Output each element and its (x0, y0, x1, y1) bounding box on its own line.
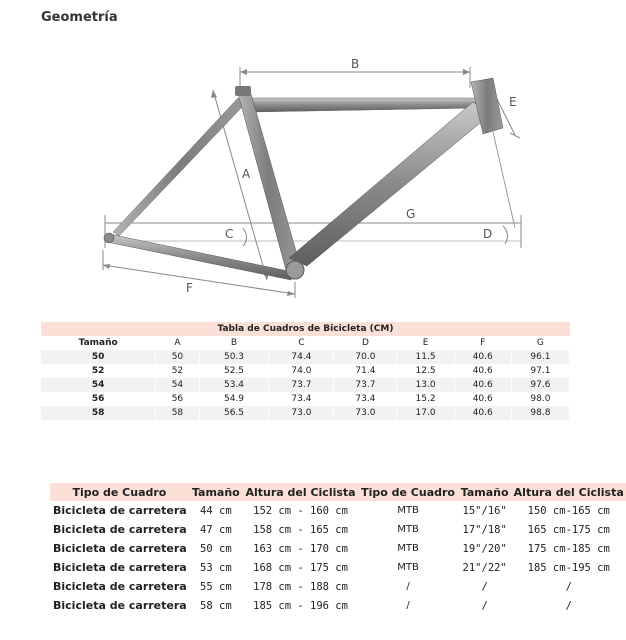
cell-size: 44 cm (200, 504, 232, 517)
cell-size: 52 (41, 364, 156, 378)
table-row (41, 406, 570, 420)
bike-frame (104, 78, 515, 280)
header-size-mtb: Tamaño (458, 483, 512, 501)
header-a: A (156, 336, 199, 350)
cell-d: 71.4 (334, 364, 397, 378)
page-title: Geometría (41, 10, 118, 25)
cell-size-mtb: 17"/18" (462, 523, 507, 536)
frame-table-caption: Tabla de Cuadros de Bicicleta (CM) (41, 322, 570, 336)
cell-rider-height-mtb: 150 cm-165 cm (527, 504, 610, 517)
label-c: C (225, 227, 234, 241)
cell-f: 40.6 (454, 350, 511, 364)
table-row (41, 392, 570, 406)
header-rider-height: Altura del Ciclista (243, 483, 358, 501)
cell-b: 50.3 (199, 350, 269, 364)
cell-g: 97.6 (511, 378, 569, 392)
cell-frame-type: Bicicleta de carretera (53, 542, 187, 555)
cell-c: 73.0 (269, 406, 334, 420)
label-a: A (242, 167, 251, 181)
cell-g: 98.8 (511, 406, 569, 420)
cell-rider-height-mtb: / (565, 599, 572, 612)
rider-table-header-row (50, 483, 626, 501)
header-d: D (334, 336, 397, 350)
cell-size: 54 (41, 378, 156, 392)
cell-a: 56 (156, 392, 199, 406)
cell-c: 73.4 (269, 392, 334, 406)
label-b: B (351, 57, 360, 71)
cell-rider-height: 152 cm - 160 cm (253, 504, 348, 517)
header-g: G (511, 336, 569, 350)
cell-size-mtb: 21"/22" (462, 561, 507, 574)
cell-g: 98.0 (511, 392, 569, 406)
cell-size: 47 cm (200, 523, 232, 536)
table-row (50, 577, 626, 596)
cell-frame-type-mtb: MTB (397, 505, 419, 516)
frame-geometry-diagram (95, 50, 535, 300)
cell-e: 13.0 (397, 378, 454, 392)
rider-height-table (50, 483, 626, 615)
cell-e: 12.5 (397, 364, 454, 378)
cell-g: 97.1 (511, 364, 569, 378)
cell-size-mtb: / (481, 599, 488, 612)
cell-e: 15.2 (397, 392, 454, 406)
cell-d: 73.7 (334, 378, 397, 392)
cell-b: 53.4 (199, 378, 269, 392)
cell-b: 54.9 (199, 392, 269, 406)
cell-frame-type-mtb: MTB (397, 562, 419, 573)
cell-b: 52.5 (199, 364, 269, 378)
header-frame-type-mtb: Tipo de Cuadro (358, 483, 458, 501)
header-rider-height-mtb: Altura del Ciclista (511, 483, 626, 501)
header-size: Tamaño (189, 483, 243, 501)
frame-table-header-row (41, 336, 570, 350)
cell-size-mtb: / (481, 580, 488, 593)
table-row (50, 539, 626, 558)
table-row (41, 364, 570, 378)
header-c: C (269, 336, 334, 350)
frame-diagram-svg (95, 50, 535, 300)
cell-d: 73.0 (334, 406, 397, 420)
table-row (50, 520, 626, 539)
header-e: E (397, 336, 454, 350)
cell-size: 56 (41, 392, 156, 406)
cell-frame-type-mtb: / (406, 581, 410, 592)
table-row (41, 378, 570, 392)
table-row (50, 558, 626, 577)
cell-frame-type-mtb: MTB (397, 524, 419, 535)
cell-size: 58 cm (200, 599, 232, 612)
cell-frame-type: Bicicleta de carretera (53, 561, 187, 574)
cell-rider-height: 158 cm - 165 cm (253, 523, 348, 536)
table-row (50, 596, 626, 615)
label-d: D (483, 227, 493, 241)
cell-rider-height: 178 cm - 188 cm (253, 580, 348, 593)
cell-frame-type: Bicicleta de carretera (53, 599, 187, 612)
header-frame-type: Tipo de Cuadro (50, 483, 189, 501)
cell-rider-height-mtb: 175 cm-185 cm (527, 542, 610, 555)
cell-frame-type: Bicicleta de carretera (53, 580, 187, 593)
label-e: E (509, 95, 517, 109)
label-f: F (186, 281, 193, 295)
cell-f: 40.6 (454, 378, 511, 392)
cell-size: 55 cm (200, 580, 232, 593)
cell-rider-height-mtb: 185 cm-195 cm (527, 561, 610, 574)
header-f: F (454, 336, 511, 350)
header-b: B (199, 336, 269, 350)
frame-size-table (41, 322, 570, 420)
cell-rider-height-mtb: 165 cm-175 cm (527, 523, 610, 536)
cell-a: 50 (156, 350, 199, 364)
cell-size: 58 (41, 406, 156, 420)
cell-c: 73.7 (269, 378, 334, 392)
table-row (41, 350, 570, 364)
cell-c: 74.0 (269, 364, 334, 378)
cell-rider-height-mtb: / (565, 580, 572, 593)
cell-f: 40.6 (454, 392, 511, 406)
cell-f: 40.6 (454, 406, 511, 420)
cell-g: 96.1 (511, 350, 569, 364)
angle-c-arc (243, 228, 247, 246)
cell-b: 56.5 (199, 406, 269, 420)
cell-frame-type-mtb: / (406, 600, 410, 611)
cell-frame-type-mtb: MTB (397, 543, 419, 554)
cell-rider-height: 163 cm - 170 cm (253, 542, 348, 555)
header-size: Tamaño (41, 336, 156, 350)
cell-size: 53 cm (200, 561, 232, 574)
cell-a: 58 (156, 406, 199, 420)
cell-e: 11.5 (397, 350, 454, 364)
dimension-b (240, 67, 470, 98)
cell-d: 70.0 (334, 350, 397, 364)
cell-c: 74.4 (269, 350, 334, 364)
cell-frame-type: Bicicleta de carretera (53, 504, 187, 517)
cell-rider-height: 185 cm - 196 cm (253, 599, 348, 612)
cell-size: 50 cm (200, 542, 232, 555)
table-row (50, 501, 626, 520)
cell-a: 52 (156, 364, 199, 378)
cell-frame-type: Bicicleta de carretera (53, 523, 187, 536)
cell-size-mtb: 15"/16" (462, 504, 507, 517)
cell-size-mtb: 19"/20" (462, 542, 507, 555)
cell-e: 17.0 (397, 406, 454, 420)
label-g: G (406, 207, 416, 221)
cell-d: 73.4 (334, 392, 397, 406)
cell-rider-height: 168 cm - 175 cm (253, 561, 348, 574)
cell-f: 40.6 (454, 364, 511, 378)
cell-size: 50 (41, 350, 156, 364)
cell-a: 54 (156, 378, 199, 392)
